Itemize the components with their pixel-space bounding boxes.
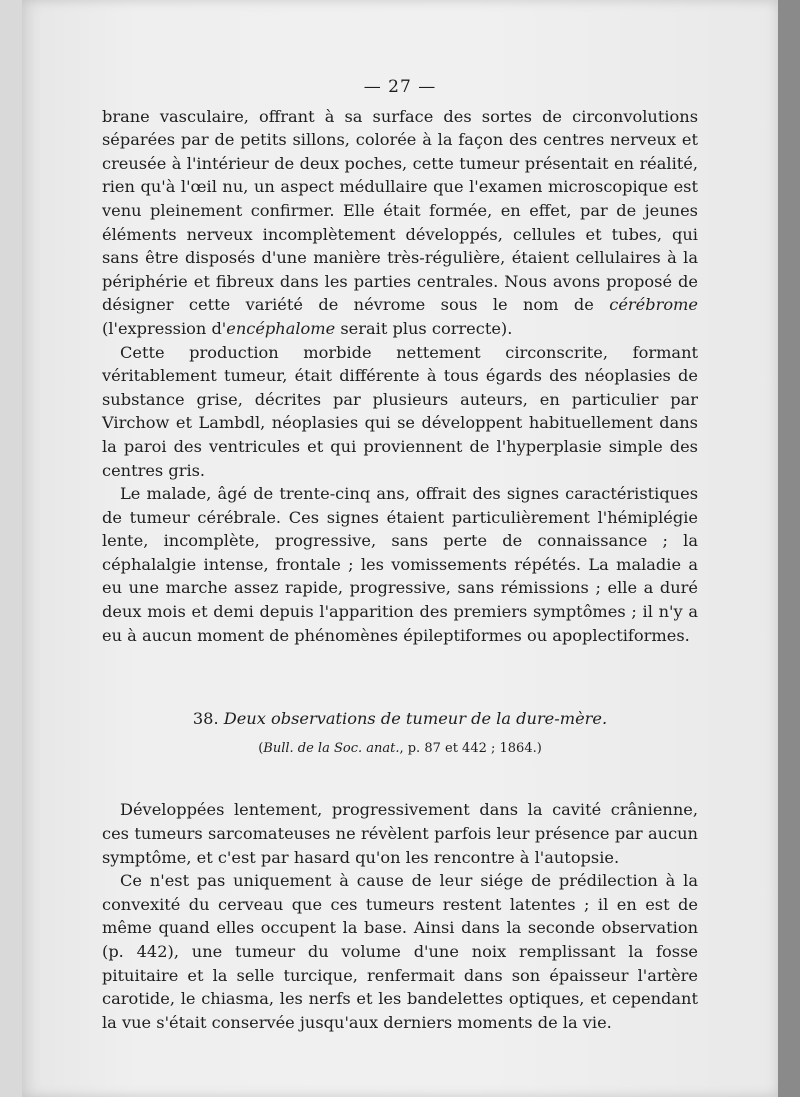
page-number: — 27 — [363,77,437,97]
section-number: 38. [192,709,219,729]
citation-details: , p. 87 et 442 ; 1864. [399,740,537,756]
term-cerebrome: cérébrome [609,295,698,315]
paragraph-4: Développées lentement, progressivement dans la cavité crânienne, ces tumeurs sarcomateuses ne révèlent parfois leur présence par aucun symptôme, et c'est par hasard qu'on les rencontre à l'autopsie. [102,800,698,867]
paragraph-1-text-a: brane vasculaire, offrant à sa surface des sortes de circonvolutions séparées par de petits sillons, colorée à la façon des centres nerveux et creusée à l'intérieur de deux poches, cette tumeur présentait en réalité, rien qu'à l'œil nu, un aspect médullaire que l'examen microscopique est venu pleinement confirmer. Elle était formée, en effet, par de jeunes éléments nerveux incomplètement développés, cellules et tubes, qui sans être disposés d'une manière très-régulière, étaient cellulaires à la périphérie et fibreux dans les parties centrales. Nous avons proposé de désigner cette variété de névrome sous le nom de [102,106,698,315]
document-page [22,0,778,1097]
paragraph-3: Le malade, âgé de trente-cinq ans, offrait des signes caractéristiques de tumeur cérébrale. Ces signes étaient particulièrement l'hémiplégie lente, incomplète, progressive, sans perte de connaissance ; la céphalalgie intense, frontale ; les vomissements répétés. La maladie a eu une marche assez rapide, progressive, sans rémissions ; elle a duré deux mois et demi depuis l'apparition des premiers symptômes ; il n'y a eu à aucun moment de phénomènes épileptiformes ou apoplectiformes. [102,484,698,645]
page-content [102,76,698,1034]
citation-source: Bull. de la Soc. anat. [263,740,400,756]
paragraph-1 [102,105,698,341]
paragraph-2: Cette production morbide nettement circonscrite, formant véritablement tumeur, était différente à tous égards des néoplasies de substance grise, décrites par plusieurs auteurs, en particulier par Virchow et Lambdl, néoplasies qui se développent habituellement dans la paroi des ventricules et qui proviennent de l'hyperplasie simple des centres gris. [102,342,698,480]
paragraph-1-text-b: (l'expression d' [102,318,227,338]
page-edge-shadow [778,0,800,1097]
term-encephalome: encéphalome [226,318,336,338]
section-heading [102,707,698,731]
citation: (Bull. de la Soc. anat., p. 87 et 442 ; 1864.) [258,740,542,756]
paragraph-5: Ce n'est pas uniquement à cause de leur siége de prédilection à la convexité du cerveau que ces tumeurs restent latentes ; il en est de même quand elles occupent la base. Ainsi dans la seconde observation (p. 442), une tumeur du volume d'une noix remplissant la fosse pituitaire et la selle turcique, renfermait dans son épaisseur l'artère carotide, le chiasma, les nerfs et les bandelettes optiques, et cependant la vue s'était conservée jusqu'aux derniers moments de la vie. [102,871,698,1032]
section-title: Deux observations de tumeur de la dure-mère. [223,709,608,729]
paragraph-1-text-c: serait plus correcte). [335,318,513,338]
